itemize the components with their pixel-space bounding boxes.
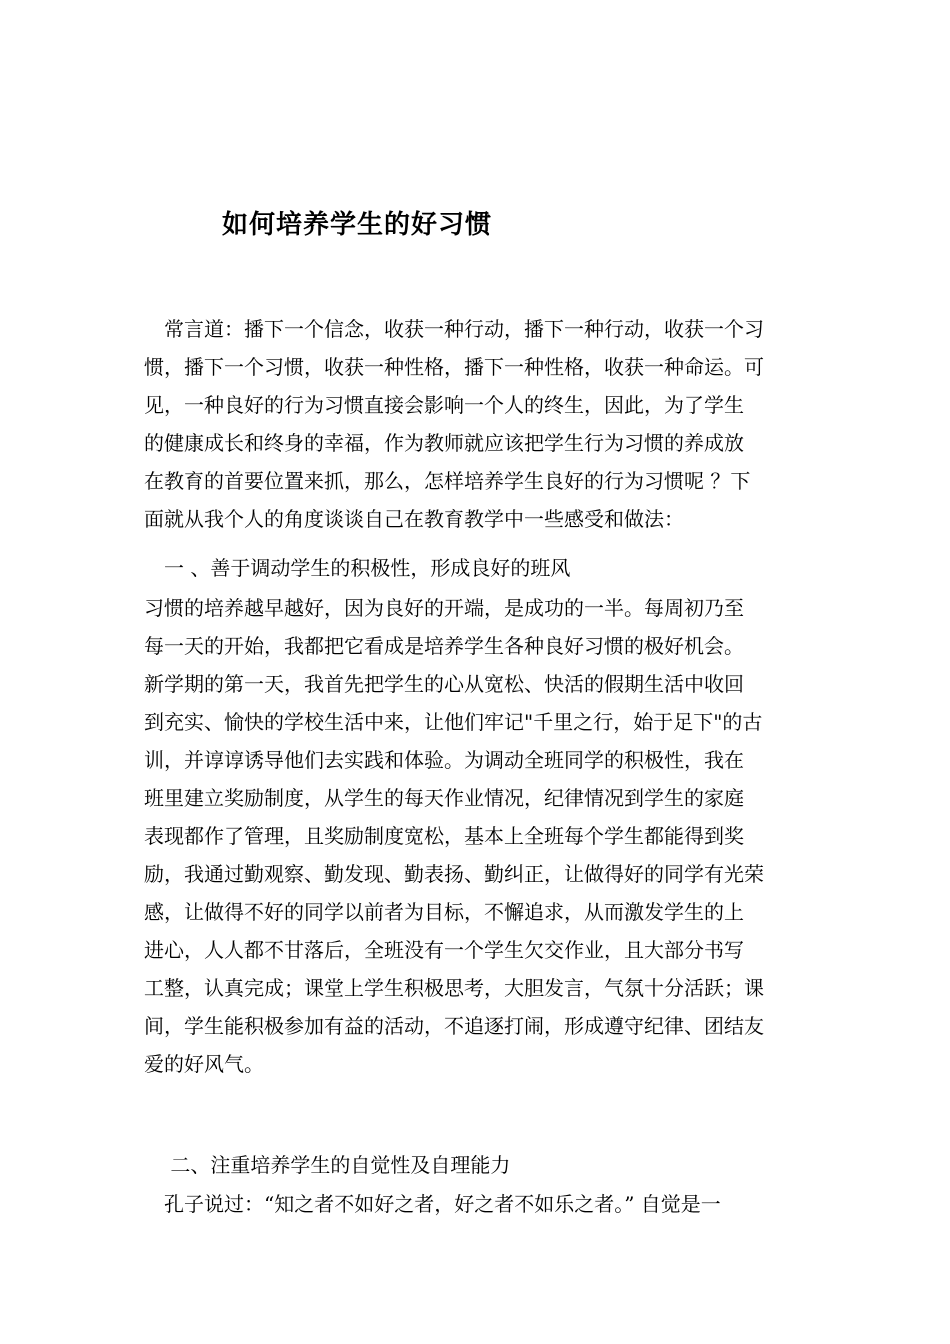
paragraph-line: 励，我通过勤观察、勤发现、勤表扬、勤纠正，让做得好的同学有光荣 <box>144 862 764 886</box>
paragraph-line: 感，让做得不好的同学以前者为目标，不懈追求，从而激发学生的上 <box>144 900 744 924</box>
paragraph-line: 习惯的培养越早越好，因为良好的开端，是成功的一半。每周初乃至 <box>144 596 744 620</box>
paragraph-line: 工整，认真完成；课堂上学生积极思考，大胆发言，气氛十分活跃；课 <box>144 976 764 1000</box>
paragraph-line: 惯，播下一个习惯，收获一种性格，播下一种性格，收获一种命运。可 <box>144 355 764 379</box>
paragraph-line: 面就从我个人的角度谈谈自己在教育教学中一些感受和做法： <box>144 507 684 531</box>
paragraph-line: 训，并谆谆诱导他们去实践和体验。为调动全班同学的积极性，我在 <box>144 748 744 772</box>
paragraph-line: 每一天的开始，我都把它看成是培养学生各种良好习惯的极好机会。 <box>144 634 744 658</box>
paragraph-line: 班里建立奖励制度，从学生的每天作业情况，纪律情况到学生的家庭 <box>144 786 744 810</box>
paragraph-line: 孔子说过：“知之者不如好之者，好之者不如乐之者。” 自觉是一 <box>144 1192 721 1216</box>
document-title: 如何培养学生的好习惯 <box>222 210 493 240</box>
paragraph-line: 间，学生能积极参加有益的活动，不追逐打闹，形成遵守纪律、团结友 <box>144 1014 764 1038</box>
paragraph-line: 见，一种良好的行为习惯直接会影响一个人的终生，因此，为了学生 <box>144 393 744 417</box>
paragraph-line: 爱的好风气。 <box>144 1052 264 1076</box>
section-heading: 一 、善于调动学生的积极性，形成良好的班风 <box>144 556 571 580</box>
paragraph-line: 到充实、愉快的学校生活中来，让他们牢记"千里之行，始于足下"的古 <box>144 710 763 734</box>
paragraph-line: 常言道：播下一个信念，收获一种行动，播下一种行动，收获一个习 <box>144 317 764 341</box>
paragraph-line: 新学期的第一天，我首先把学生的心从宽松、快活的假期生活中收回 <box>144 672 744 696</box>
paragraph-line: 的健康成长和终身的幸福，作为教师就应该把学生行为习惯的养成放 <box>144 431 744 455</box>
section-heading: 二、注重培养学生的自觉性及自理能力 <box>144 1153 511 1177</box>
paragraph-line: 表现都作了管理，且奖励制度宽松，基本上全班每个学生都能得到奖 <box>144 824 744 848</box>
paragraph-line: 进心，人人都不甘落后，全班没有一个学生欠交作业，且大部分书写 <box>144 938 744 962</box>
paragraph-line: 在教育的首要位置来抓，那么，怎样培养学生良好的行为习惯呢 ？下 <box>144 469 751 493</box>
